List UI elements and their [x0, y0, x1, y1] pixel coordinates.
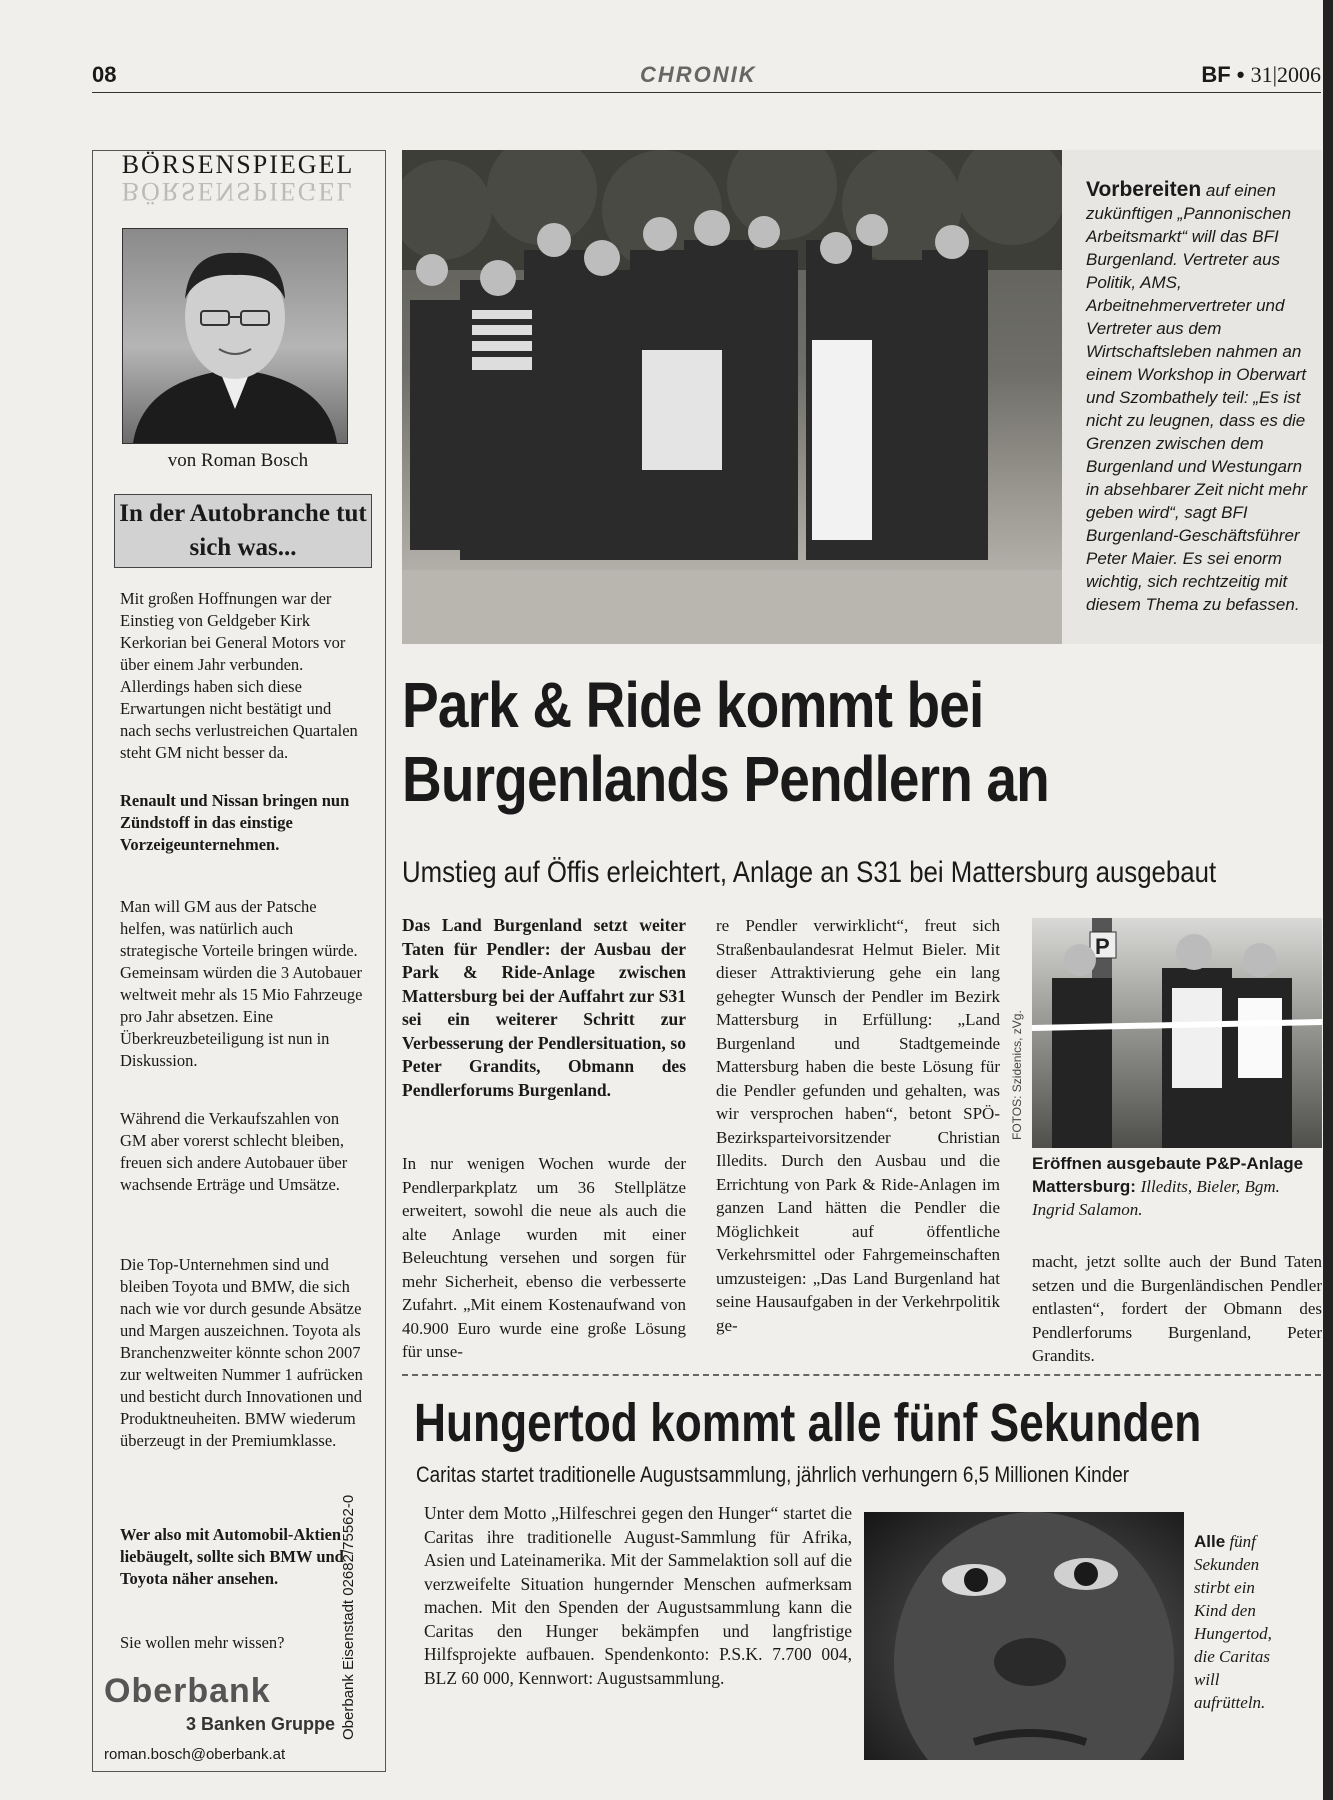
article-divider: [402, 1374, 1321, 1376]
issue-label: BF • 31|2006: [1201, 62, 1321, 87]
page-number: 08: [92, 62, 117, 87]
headline-line-2: Burgenlands Pendlern an: [402, 743, 1049, 815]
child-photo: [864, 1512, 1184, 1760]
sidebar-paragraph: Wer also mit Automobil-Aktien liebäugelt, sollte sich BMW und Toyota näher ansehen.: [120, 1525, 344, 1588]
sidebar-title-reflection: BÖRSENSPIEGEL: [121, 177, 355, 206]
caption-text: auf einen zukünftigen „Pannonischen Arbeitsmarkt“ will das BFI Burgenland. Vertreter aus Politik, AMS, Arbeitnehmervertreter und Vertreter aus dem Wirtschaftsleben nahmen an einem Workshop in Oberwart und Szombathely teil: „Es ist nicht zu leugnen, dass es die Grenzen zwischen dem Burgenland und Westungarn in absehbarer Zeit nicht mehr geben wird“, sagt BFI Burgenland-Geschäftsführer Peter Maier. Es sei enorm wichtig, sich rechtzeitig mit diesem Thema zu befassen.: [1086, 181, 1308, 614]
ribbon-photo-caption: [1032, 1152, 1322, 1221]
author-portrait: [122, 228, 348, 444]
issue-year: 2006: [1277, 62, 1321, 87]
group-photo: [402, 150, 1062, 644]
bank-logo: Oberbank: [104, 1672, 271, 1710]
sidebar-paragraph: Mit großen Hoffnungen war der Einstieg von Geldgeber Kirk Kerkorian bei General Motors vor über einem Jahr verbunden. Allerdings haben sich diese Erwartungen nicht bestätigt und nach sechs verlustreichen Quartalen steht GM nicht besser da.: [120, 589, 358, 762]
page-edge: [1323, 0, 1333, 1800]
caption3-bold: Alle: [1194, 1532, 1226, 1551]
headline-line-1: Park & Ride kommt bei: [402, 669, 984, 741]
article2-body: Unter dem Motto „Hilfeschrei gegen den Hunger“ startet die Caritas ihre traditionelle August-Sammlung für Afrika, Asien und Lateinamerika. Mit der Sammelaktion soll auf die verzweifelte Situation hungernder Menschen aufmerksam machen. Mit den Spenden der Augustsammlung kann die Caritas den Hunger bekämpfen und langfristige Hilfsprojekte aufbauen. Spendenkonto: P.S.K. 7.700 004, BLZ 60 000, Kennwort: Augustsammlung.: [424, 1503, 852, 1688]
sidebar-paragraph: Die Top-Unternehmen sind und bleiben Toyota und BMW, die sich nach wie vor durch gesunde Absätze und Margen auszeichnen. Toyota als Branchenzweiter könnte schon 2007 zur weltweiten Nummer 1 aufrücken und besticht durch Innovationen und Produktneuheiten. BMW wiederum überzeugt in der Premiumklasse.: [120, 1255, 363, 1450]
caption3-text: fünf Sekunden stirbt ein Kind den Hungertod, die Caritas will aufrütteln.: [1194, 1532, 1272, 1712]
article-body-column-3: macht, jetzt sollte auch der Bund Taten setzen und die Burgenländischen Pendler entlasten“, fordert der Obmann des Pendlerforums Burgenland, Peter Grandits.: [1032, 1252, 1322, 1365]
article-subheadline: Umstieg auf Öffis erleichtert, Anlage an S31 bei Mattersburg ausgebaut: [402, 856, 1217, 889]
group-photo-caption: [1086, 178, 1318, 616]
article-body-column-2: re Pendler verwirklicht“, freut sich Straßenbaulandesrat Helmut Bieler. Mit dieser Attraktivierung gehe ein lang gehegter Wunsch der Pendler im Bezirk Mattersburg in Erfüllung: „Land Burgenland und Stadtgemeinde Mattersburg haben die beste Lösung für die Pendler gefunden und gehalten, was wir versprochen haben“, betont SPÖ-Bezirksparteivorsitzender Christian Illedits. Durch den Ausbau und die Errichtung von Park & Ride-Anlagen im ganzen Land hätten die Pendler die Möglichkeit auf öffentliche Verkehrsmittel oder Fahrgemeinschaften umzusteigen: „Das Land Burgenland hat seine Hausaufgaben in der Verkehrpolitik ge-: [716, 916, 1000, 1335]
author-email[interactable]: roman.bosch@oberbank.at: [104, 1746, 286, 1763]
caption-bold: Eröffnen ausgebaute P&P-Anlage Mattersburg:: [1032, 1154, 1304, 1196]
svg-text:P: P: [1095, 934, 1110, 959]
child-photo-caption: [1194, 1530, 1292, 1714]
article-lead: Das Land Burgenland setzt weiter Taten für Pendler: der Ausbau der Park & Ride-Anlage zwischen Mattersburg bei der Auffahrt zur S31 sei ein weiterer Schritt zur Verbesserung der Pendlersituation, so Peter Grandits, Obmann des Pendlerforums Burgenland.: [402, 915, 686, 1100]
sidebar-paragraph: Man will GM aus der Patsche helfen, was natürlich auch strategische Vorteile bringen würde. Gemeinsam würden die 3 Autobauer weltweit mehr als 15 Mio Fahrzeuge pro Jahr absetzen. Eine Überkreuzbeteiligung ist nun in Diskussion.: [120, 897, 363, 1070]
article2-subheadline: Caritas startet traditionelle Augustsammlung, jährlich verhungern 6,5 Millionen Kinder: [416, 1462, 1130, 1487]
sidebar-paragraph: Renault und Nissan bringen nun Zündstoff in das einstige Vorzeigeunternehmen.: [120, 791, 350, 854]
sidebar-paragraph: Sie wollen mehr wissen?: [120, 1633, 285, 1652]
article-headline: [402, 668, 1193, 816]
caption-names: Illedits, Bieler, Bgm. Ingrid Salamon.: [1032, 1177, 1280, 1219]
sidebar-paragraph: Während die Verkaufszahlen von GM aber vorerst schlecht bleiben, freuen sich andere Autobauer über wachsende Erträge und Umsätze.: [120, 1109, 348, 1194]
section-title: CHRONIK: [640, 62, 757, 87]
column-title: In der Autobranche tut sich was...: [114, 494, 372, 568]
caption-lead: Vorbereiten: [1086, 178, 1202, 201]
article-body-column-1: In nur wenigen Wochen wurde der Pendlerparkplatz um 36 Stellplätze erweitert, sowohl die neue als auch die alte Anlage wurden mit einer Beleuchtung versehen und sorgen für mehr Sicherheit, ebenso die verbesserte Zufahrt. „Mit einem Kostenaufwand von 40.900 Euro wurde eine große Lösung für unse-: [402, 1154, 686, 1361]
bank-group: 3 Banken Gruppe: [186, 1714, 336, 1734]
sidebar-title: BÖRSENSPIEGEL: [121, 150, 355, 179]
header-rule: [92, 92, 1321, 93]
ribbon-cutting-photo: [1032, 918, 1322, 1148]
bank-contact: Oberbank Eisenstadt 02682/75562-0: [340, 1494, 357, 1740]
issue-number: 31: [1250, 62, 1273, 87]
photo-credit: FOTOS: Szidenics, zVg.: [1010, 1010, 1024, 1140]
author-byline: von Roman Bosch: [167, 450, 309, 471]
article2-headline: Hungertod kommt alle fünf Sekunden: [414, 1393, 1202, 1453]
publication-name: BF: [1201, 62, 1231, 87]
